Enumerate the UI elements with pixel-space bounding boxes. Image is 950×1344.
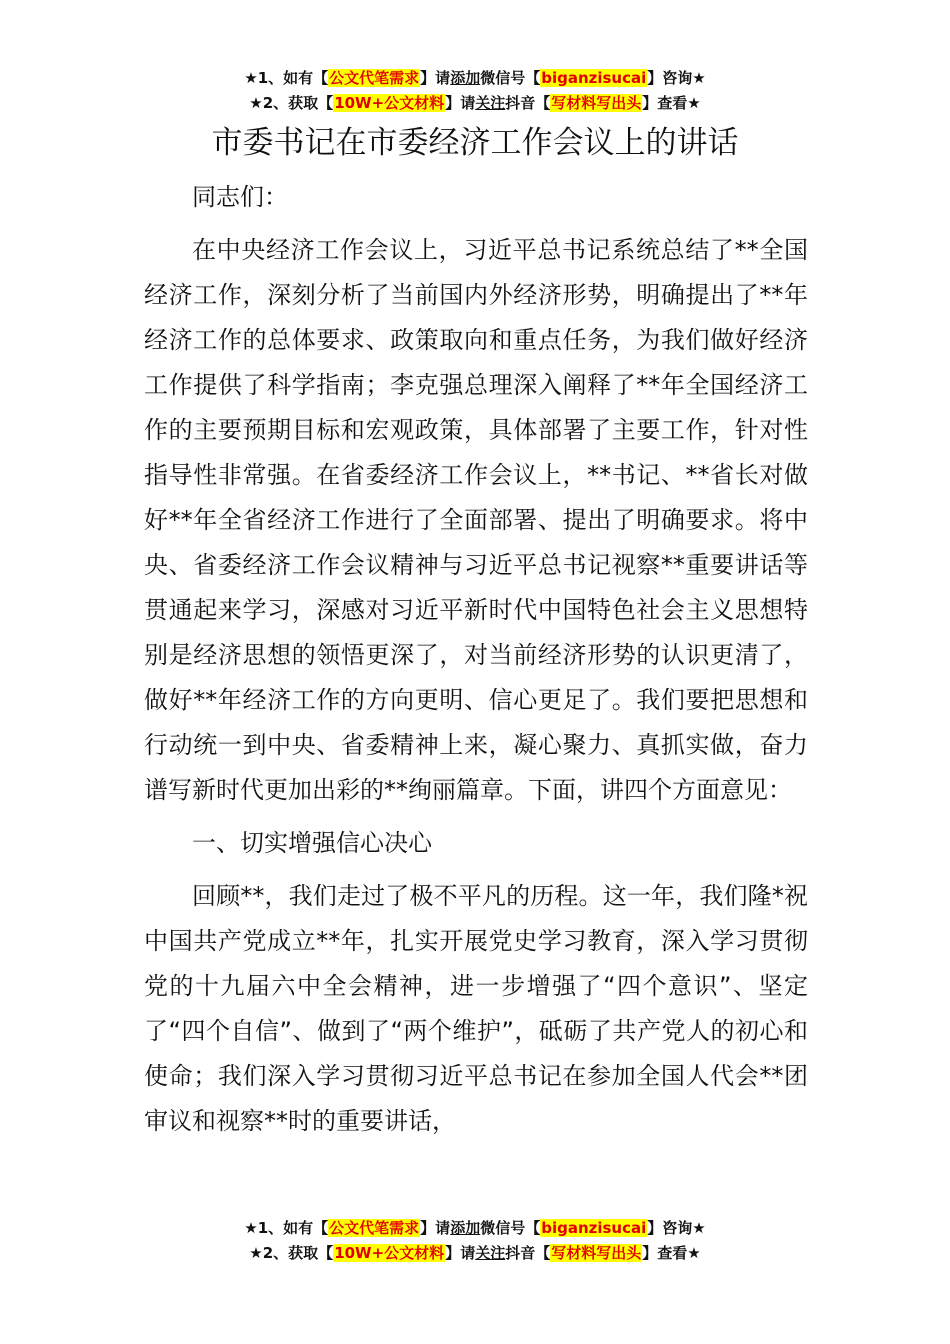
document-body — [144, 175, 808, 1144]
bottom-promo-banner — [0, 1216, 950, 1266]
promo-highlight: 10W+公文材料 — [334, 1244, 445, 1262]
top-promo-banner — [0, 66, 950, 116]
promo-highlight: 公文代笔需求 — [329, 1219, 420, 1237]
promo-line-2: ★2、获取【10W+公文材料】请关注抖音【写材料写出头】查看★ — [249, 1244, 701, 1262]
promo-line-1: ★1、如有【公文代笔需求】请添加微信号【biganzisucai】咨询★ — [244, 1219, 706, 1237]
promo-highlight: 写材料写出头 — [551, 1244, 642, 1262]
paragraph: 在中央经济工作会议上，习近平总书记系统总结了**全国经济工作，深刻分析了当前国内外经济形势，明确提出了**年经济工作的总体要求、政策取向和重点任务，为我们做好经济工作提供了科学指南；李克强总理深入阐释了**年全国经济工作的主要预期目标和宏观政策，具体部署了主要工作，针对性指导性非常强。在省委经济工作会议上，**书记、**省长对做好**年全省经济工作进行了全面部署、提出了明确要求。将中央、省委经济工作会议精神与习近平总书记视察**重要讲话等贯通起来学习，深感对习近平新时代中国特色社会主义思想特别是经济思想的领悟更深了，对当前经济形势的认识更清了，做好**年经济工作的方向更明、信心更足了。我们要把思想和行动统一到中央、省委精神上来，凝心聚力、真抓实做，奋力谱写新时代更加出彩的**绚丽篇章。下面，讲四个方面意见： — [144, 236, 808, 804]
document-title: 市委书记在市委经济工作会议上的讲话 — [211, 125, 739, 161]
section-heading: 一、切实增强信心决心 — [192, 829, 432, 857]
promo-highlight: 公文代笔需求 — [329, 69, 420, 87]
promo-line-2: ★2、获取【10W+公文材料】请关注抖音【写材料写出头】查看★ — [249, 94, 701, 112]
paragraph: 回顾**，我们走过了极不平凡的历程。这一年，我们隆*祝中国共产党成立**年，扎实开展党史学习教育，深入学习贯彻党的十九届六中全会精神，进一步增强了“四个意识”、坚定了“四个自信”、做到了“两个维护”，砥砺了共产党人的初心和使命；我们深入学习贯彻习近平总书记在参加全国人代会**团审议和视察**时的重要讲话， — [144, 882, 808, 1135]
promo-line-1: ★1、如有【公文代笔需求】请添加微信号【biganzisucai】咨询★ — [244, 69, 706, 87]
salutation: 同志们： — [192, 183, 288, 211]
promo-highlight: biganzisucai — [541, 69, 647, 87]
promo-highlight: biganzisucai — [541, 1219, 647, 1237]
promo-highlight: 写材料写出头 — [551, 94, 642, 112]
promo-highlight: 10W+公文材料 — [334, 94, 445, 112]
